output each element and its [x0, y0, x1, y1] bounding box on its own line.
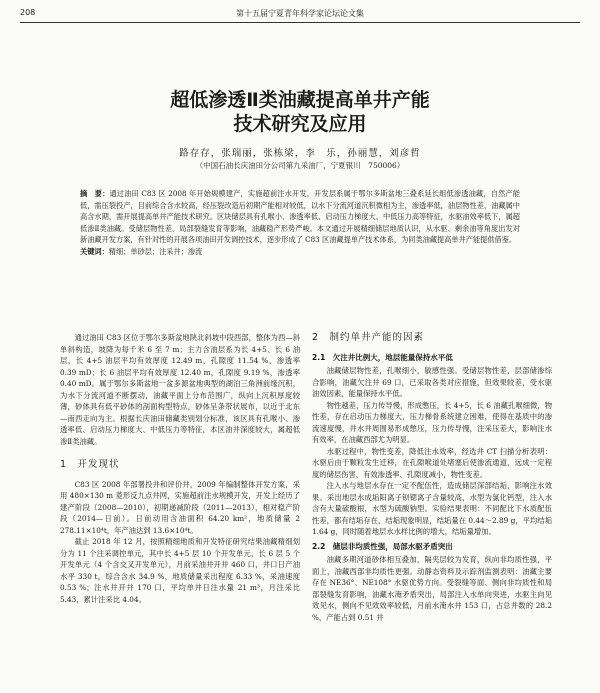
page-number: 208 [20, 8, 36, 17]
title-line-2: 技术研究及应用 [233, 113, 367, 135]
title-line-1: 超低渗透Ⅱ类油藏提高单井产能 [170, 89, 430, 111]
abstract [80, 188, 520, 257]
right-column [312, 332, 552, 623]
section-1-paragraph-2: 截止 2018 年 12 月，按照精细地质和开发特征研究结果油藏精细划分为 11 个注采调控单元，其中长 4+5 层 10 个开发单元，长 6 层 5 个开发单元（4 个含交叉开发单元），月前采油井开井 460 口，井口日产油水平 330 t，综合含水 34.9 %，地质储量采出程度 6.33 %，采油速度 0.53 %；注水井开井 170 口，平均单井日注水量 21 m³，月注采比 5.43，累计注采比 4.04。 [60, 537, 300, 604]
affiliation: （中国石油长庆油田分公司第九采油厂，宁夏银川 750006） [195, 161, 405, 170]
section-2-1-paragraph-3: 水驱过程中，物性变差，降低注水效率，经选井 CT 扫描分析表明：水驱后由于颗粒发生迁移，在孔隙喉道处堵塞后使渗流通道，远成一定程度的储层伤害，有效渗透率、孔隙度减小，物性变差。 [312, 446, 552, 479]
journal-title: 第十五届宁夏青年科学家论坛论文集 [236, 9, 364, 18]
keywords-text: 精细；单砂层；注采井；渗流 [108, 246, 203, 256]
keywords-label: 关键词： [80, 246, 109, 256]
abstract-text: 通过油田 C83 区 2008 年开始规模建产，实施超前注水开发，开发层系属于鄂尔多斯盆地三叠系延长组低渗透油藏，自然产能低，需压裂投产，目前综合含水较高，经压裂改造后初期产能相对较低，以水下分流河道沉积微相为主，渗透率低，油层物性差，油藏属中高含水期，需开展提高单井产能技术研究。区块储层具有孔喉小、渗透率低、启动压力梯度大、中低压力高等特征，水驱油效率低下，属超低渗Ⅱ类油藏。受储层物性差，局部裂缝发育等影响，油藏稳产形势严峻。本文通过开展精细储层地质认识，从水驱、剩余油等角度出发对新油藏开发方案，有针对性的开展各项油田开发调控技术，逐步形成了 C83 区油藏提单产技术体系，为同类油藏提高单井产能提供借鉴。 [80, 189, 520, 244]
intro-paragraph: 通过油田 C83 区位于鄂尔多斯盆地陕北斜坡中段西部，整体为西—斜单斜构造，坡降为每千米 6 至 7 m；主力含油层系为长 4+5、长 6 油层，长 4+5 油层平均有效厚度 12.49 m，孔隙度 11.54 %，渗透率 0.39 mD；长 6 油层平均有效厚度 12.40 m，孔隙度 9.19 %，渗透率 0.40 mD。属于鄂尔多斯盆地一盆多源盆地典型的湖泊三角洲前缘沉积，为水下分流河道不断摆动，油藏平面上分布范围广，纵向上沉积厚度较薄，砂体具有低平砂体的剖面构型特点，砂体呈条带状展布，以近于北东—南西走向为主。根据长庆油田储藏类别划分标准，该区具有孔喉小、渗透率低、启动压力梯度大、中低压力等特征，本区油井深度较大，属超低渗Ⅱ类油藏。 [60, 333, 300, 446]
section-1-paragraph-1: C83 区 2008 年部署投井和评价井，2009 年编制整体开发方案，采用 480×130 m 菱形反九点井网，实施超前注水规模开发，开发上经历了建产阶段（2008—2010），初期递减阶段（2011—2013），相对稳产阶段（2014—日前）。日前动用含油面积 64.20 km²，地质储量 2 278.11×10⁴t，年产油达到 13.6×10⁴t。 [60, 479, 300, 535]
section-2-heading: 2 制约单井产能的因素 [312, 332, 425, 343]
abstract-label: 摘 要： [80, 189, 110, 198]
section-2-1-paragraph-4: 注入水与地层水存在一定不配伍性，造成储层深部结垢，影响注水效果。采出地层水成垢阳离子钡锶离子含量较高，水型为氯化钙型，注入水含有大量硫酸根，水型为硫酸钠型。实验结果表明：不同配比下水质配伍性差，都有结垢存在，结垢现象明显，结垢量在 0.44～2.89 g，平均结垢 1.64 g，同时随着地层水水样比例的增大，结垢量增加。 [312, 481, 552, 536]
authors: 路存存，张瑞丽，张栋梁，李 乐，孙丽慧，刘彦哲 [179, 148, 421, 159]
paper-title [0, 88, 600, 136]
page-header [20, 6, 580, 23]
section-2-2-paragraph-1: 油藏多期河道砂体相互叠加，隔夹层较为发育，纵向非均质性强，平面上，油藏西部非均质性更强。动静态资料及示踪剂监测表明：油藏主要存在 NE36°、NE108° 水驱优势方向。受裂缝等面、侧向非均质性和局部裂缝发育影响，油藏水淹矛盾突出，局部注入水单向突进，水驱主向见效见水，侧向不见效效率较低，月前水淹水井 153 口，占总井数的 28.2 %，产能占到 0.51 井 [312, 555, 552, 622]
section-1-heading: 1 开发现状 [60, 459, 120, 470]
subsection-2-2-heading: 2.2 储层非均质性强，局部水驱矛盾突出 [312, 541, 453, 551]
section-2-1-paragraph-1: 油藏储层物性差，孔喉细小，敏感性强。受储层物性差，层部储渗综合影响，油藏欠注井 69 口，已采取各类对应措施，但效果较差，受水驱油效因素，能量保持水平低。 [312, 366, 552, 398]
section-2-1-paragraph-2: 物性越差，压力传导慢，形成憋压，长 4+5，长 6 油藏孔喉细微，物性差，存在启动压力梯度大，压力梯骨系统建立困难，使得在基质中的渗流速度慢，井水井周围易形成憋压，压力传导慢，注采压差大，影响注水有效率，在油藏西部尤为明显。 [312, 400, 552, 444]
subsection-2-1-heading: 2.1 欠注井比例大，地层能量保持水平低 [312, 352, 453, 362]
left-column [60, 332, 300, 605]
